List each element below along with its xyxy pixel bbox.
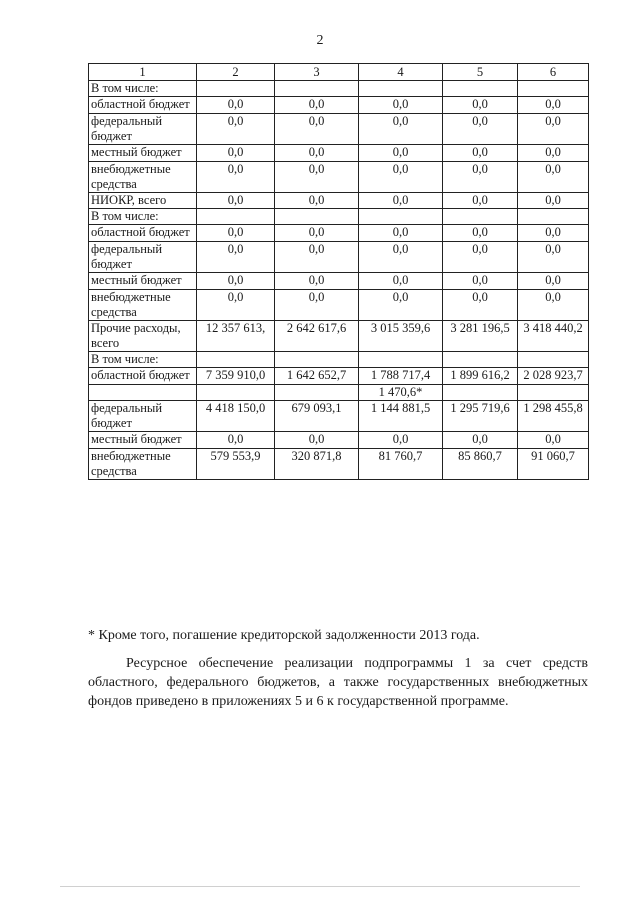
table-cell	[197, 385, 275, 401]
row-label: федеральный бюджет	[89, 242, 197, 273]
table-cell: 0,0	[197, 145, 275, 162]
table-cell: 1 144 881,5	[359, 401, 443, 432]
table-cell: 0,0	[275, 242, 359, 273]
table-row	[89, 385, 589, 401]
table-cell: 91 060,7	[518, 449, 589, 480]
row-label: внебюджетные средства	[89, 162, 197, 193]
table-cell: 0,0	[275, 193, 359, 209]
column-header: 1	[89, 64, 197, 81]
table-cell: 0,0	[275, 273, 359, 290]
table-cell	[275, 352, 359, 368]
table-cell: 0,0	[443, 273, 518, 290]
table-cell: 0,0	[275, 162, 359, 193]
table-cell: 0,0	[518, 162, 589, 193]
table-cell: 0,0	[197, 290, 275, 321]
table-cell: 0,0	[443, 225, 518, 242]
table-cell: 0,0	[275, 145, 359, 162]
footnote: * Кроме того, погашение кредиторской задолженности 2013 года.	[88, 628, 480, 643]
table-cell: 81 760,7	[359, 449, 443, 480]
table-cell: 0,0	[518, 242, 589, 273]
row-label: областной бюджет	[89, 97, 197, 114]
table-row	[89, 432, 589, 449]
table-cell	[443, 352, 518, 368]
row-label: федеральный бюджет	[89, 401, 197, 432]
table-row	[89, 368, 589, 385]
table-cell	[275, 209, 359, 225]
table-cell: 0,0	[197, 432, 275, 449]
row-label: федеральный бюджет	[89, 114, 197, 145]
table-row	[89, 114, 589, 145]
table-cell: 0,0	[275, 97, 359, 114]
row-label: НИОКР, всего	[89, 193, 197, 209]
column-header: 3	[275, 64, 359, 81]
table-cell: 0,0	[443, 242, 518, 273]
row-label: местный бюджет	[89, 145, 197, 162]
table-cell	[518, 81, 589, 97]
table-cell: 0,0	[443, 432, 518, 449]
table-cell: 0,0	[197, 273, 275, 290]
table-cell	[359, 81, 443, 97]
table-cell: 0,0	[275, 114, 359, 145]
table-row	[89, 162, 589, 193]
table-cell	[359, 352, 443, 368]
table-cell: 0,0	[359, 97, 443, 114]
table-cell: 0,0	[518, 193, 589, 209]
table-row	[89, 273, 589, 290]
table-cell	[518, 352, 589, 368]
table-cell: 0,0	[359, 145, 443, 162]
table-cell: 0,0	[359, 273, 443, 290]
table-cell: 0,0	[443, 97, 518, 114]
table-cell: 0,0	[275, 225, 359, 242]
table-cell: 3 015 359,6	[359, 321, 443, 352]
table-cell: 3 418 440,2	[518, 321, 589, 352]
table-cell: 0,0	[359, 432, 443, 449]
table-cell: 0,0	[518, 432, 589, 449]
table-cell	[275, 81, 359, 97]
table-header-row	[89, 64, 589, 81]
row-label: местный бюджет	[89, 273, 197, 290]
table-cell: 3 281 196,5	[443, 321, 518, 352]
table-row	[89, 145, 589, 162]
table-cell: 2 642 617,6	[275, 321, 359, 352]
page-bottom-rule	[60, 886, 580, 887]
table-cell: 1 642 652,7	[275, 368, 359, 385]
table-cell: 0,0	[197, 193, 275, 209]
table-cell: 0,0	[443, 162, 518, 193]
table-cell: 0,0	[518, 290, 589, 321]
table-cell	[443, 81, 518, 97]
budget-table	[88, 63, 589, 480]
table-cell: 7 359 910,0	[197, 368, 275, 385]
column-header: 4	[359, 64, 443, 81]
table-row	[89, 242, 589, 273]
table-cell	[518, 385, 589, 401]
table-cell: 1 899 616,2	[443, 368, 518, 385]
table-row	[89, 97, 589, 114]
row-label	[89, 385, 197, 401]
table-row	[89, 401, 589, 432]
table-cell	[197, 352, 275, 368]
table-cell: 0,0	[197, 97, 275, 114]
row-label: Прочие расходы, всего	[89, 321, 197, 352]
row-label: В том числе:	[89, 352, 197, 368]
table-cell: 0,0	[518, 273, 589, 290]
table-cell: 0,0	[518, 225, 589, 242]
row-label: В том числе:	[89, 81, 197, 97]
table-cell: 1 470,6*	[359, 385, 443, 401]
table-row	[89, 225, 589, 242]
table-cell: 0,0	[359, 290, 443, 321]
table-cell: 0,0	[359, 193, 443, 209]
table-cell: 4 418 150,0	[197, 401, 275, 432]
table-cell: 1 788 717,4	[359, 368, 443, 385]
table-cell: 0,0	[197, 242, 275, 273]
table-cell	[197, 81, 275, 97]
row-label: областной бюджет	[89, 368, 197, 385]
table-cell	[443, 385, 518, 401]
table-cell	[197, 209, 275, 225]
row-label: местный бюджет	[89, 432, 197, 449]
table-cell	[443, 209, 518, 225]
table-cell: 1 295 719,6	[443, 401, 518, 432]
table-row	[89, 209, 589, 225]
table-cell: 2 028 923,7	[518, 368, 589, 385]
table-cell: 0,0	[443, 114, 518, 145]
table-cell: 0,0	[359, 162, 443, 193]
row-label: областной бюджет	[89, 225, 197, 242]
table-row	[89, 352, 589, 368]
table-cell: 0,0	[359, 225, 443, 242]
body-paragraph: Ресурсное обеспечение реализации подпрограммы 1 за счет средств областного, федерального бюджетов, а также государственных внебюджетных фондов приведено в приложениях 5 и 6 к государственной программе.	[88, 656, 588, 709]
table-cell: 0,0	[275, 432, 359, 449]
table-row	[89, 81, 589, 97]
column-header: 5	[443, 64, 518, 81]
table-cell: 1 298 455,8	[518, 401, 589, 432]
table-cell: 0,0	[443, 193, 518, 209]
table-row	[89, 321, 589, 352]
table-cell	[275, 385, 359, 401]
row-label: внебюджетные средства	[89, 290, 197, 321]
table-cell: 679 093,1	[275, 401, 359, 432]
table-row	[89, 449, 589, 480]
column-header: 2	[197, 64, 275, 81]
table-cell: 0,0	[197, 114, 275, 145]
table-row	[89, 193, 589, 209]
table-cell: 320 871,8	[275, 449, 359, 480]
table-cell: 0,0	[518, 114, 589, 145]
row-label: внебюджетные средства	[89, 449, 197, 480]
table-cell: 579 553,9	[197, 449, 275, 480]
column-header: 6	[518, 64, 589, 81]
table-cell: 0,0	[359, 242, 443, 273]
table-cell: 0,0	[443, 145, 518, 162]
table-row	[89, 290, 589, 321]
table-cell: 0,0	[518, 97, 589, 114]
page-number: 2	[316, 33, 324, 48]
table-cell: 0,0	[518, 145, 589, 162]
table-cell: 0,0	[275, 290, 359, 321]
table-cell	[359, 209, 443, 225]
table-cell: 0,0	[443, 290, 518, 321]
table-cell: 0,0	[197, 162, 275, 193]
row-label: В том числе:	[89, 209, 197, 225]
table-cell	[518, 209, 589, 225]
table-cell: 0,0	[197, 225, 275, 242]
table-cell: 0,0	[359, 114, 443, 145]
table-cell: 12 357 613,	[197, 321, 275, 352]
table-body	[89, 81, 589, 480]
table-cell: 85 860,7	[443, 449, 518, 480]
